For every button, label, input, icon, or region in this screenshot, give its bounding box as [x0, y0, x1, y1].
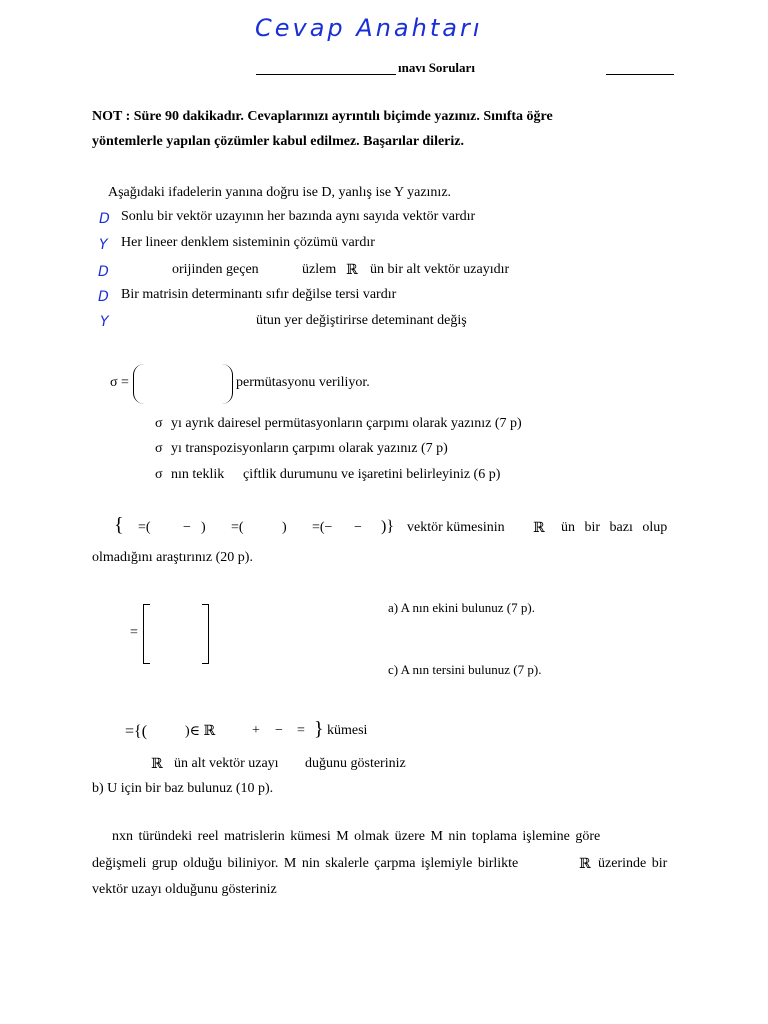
permutation-given: permütasyonu veriliyor.: [236, 375, 370, 390]
q3-vector-2: =(: [231, 520, 244, 535]
q1-statement-3b: üzlem: [302, 262, 337, 277]
permutation-left-paren: [133, 364, 144, 404]
permutation-right-paren: [222, 364, 233, 404]
q5-kumesi: kümesi: [327, 723, 368, 738]
q5-minus: −: [275, 723, 283, 738]
q1-statement-4: Bir matrisin determinantı sıfır değilse tersi vardır: [121, 287, 397, 302]
q2-part-3a: nın teklik: [171, 467, 225, 482]
q1-answer-5: Y: [100, 314, 109, 330]
q6-line-2: değişmeli grup olduğu biliniyor. M nin skalerle çarpma işlemiyle birlikte: [92, 856, 519, 871]
matrix-right-bracket: [202, 604, 209, 664]
q1-statement-5: ütun yer değiştirirse deteminant değiş: [256, 313, 467, 328]
q6-line-2b: üzerinde bir: [598, 856, 668, 871]
q1-answer-1: D: [99, 211, 110, 227]
q3-vector-3: =(−: [312, 520, 333, 535]
q3-text-a: vektör kümesinin: [407, 520, 505, 535]
q3-vector-2-close: ): [282, 520, 287, 535]
matrix-left-bracket: [143, 604, 150, 664]
q2-sigma-2: σ: [155, 441, 163, 456]
q3-vector-3-close: )}: [381, 518, 395, 535]
q3-open-brace: {: [114, 514, 124, 536]
q3-line-2: olmadığını araştırınız (20 p).: [92, 550, 253, 565]
q6-line-1: nxn türündeki reel matrislerin kümesi M olmak üzere M nin toplama işlemine göre: [112, 829, 601, 844]
q2-sigma-3: σ: [155, 467, 163, 482]
q4-part-c: c) A nın tersini bulunuz (7 p).: [388, 662, 542, 677]
q1-statement-2: Her lineer denklem sisteminin çözümü vardır: [121, 235, 375, 250]
q1-statement-1: Sonlu bir vektör uzayının her bazında aynı sayıda vektör vardır: [121, 209, 476, 224]
q4-part-a: a) A nın ekini bulunuz (7 p).: [388, 600, 535, 615]
q5-real-symbol: ℝ: [151, 757, 163, 772]
note-line-2: yöntemlerle yapılan çözümler kabul edilmez. Başarılar dileriz.: [92, 134, 464, 149]
q1-answer-3: D: [98, 264, 109, 280]
title-underline-left: [256, 74, 396, 75]
sigma-equals: σ =: [110, 375, 129, 390]
q5-subspace-a: ün alt vektör uzayı: [174, 756, 279, 771]
handwritten-answer-key-title: Cevap Anahtarı: [255, 14, 483, 42]
note-line-1: NOT : Süre 90 dakikadır. Cevaplarınızı ayrıntılı biçimde yazınız. Sınıfta öğre: [92, 109, 553, 124]
q1-statement-3c: ün bir alt vektör uzayıdır: [370, 262, 510, 277]
q5-set-mid: )∈ ℝ: [185, 724, 216, 739]
q3-text-b: ün bir bazı olup: [561, 520, 668, 535]
title-underline-right: [606, 74, 674, 75]
q2-sigma-1: σ: [155, 416, 163, 431]
q2-part-1: yı ayrık dairesel permütasyonların çarpımı olarak yazınız (7 p): [171, 416, 522, 431]
q6-line-3: vektör uzayı olduğunu gösteriniz: [92, 882, 277, 897]
q3-vector-1-close: ): [201, 520, 206, 535]
q2-part-3b: çiftlik durumunu ve işaretini belirleyiniz (6 p): [243, 467, 501, 482]
q5-part-b: b) U için bir baz bulunuz (10 p).: [92, 781, 274, 796]
q2-part-2: yı transpozisyonların çarpımı olarak yazınız (7 p): [171, 441, 448, 456]
q3-vector-1-minus: −: [183, 520, 191, 535]
q1-intro: Aşağıdaki ifadelerin yanına doğru ise D, yanlış ise Y yazınız.: [108, 185, 452, 200]
q5-subspace-b: duğunu gösteriniz: [305, 756, 406, 771]
exam-title: ınavı Soruları: [398, 60, 475, 75]
q6-real-symbol: ℝ: [579, 857, 591, 872]
q5-close-brace: }: [314, 718, 324, 740]
q1-answer-2: Y: [99, 237, 108, 253]
q3-real-symbol: ℝ: [533, 521, 545, 536]
q3-vector-1: =(: [138, 520, 151, 535]
real-numbers-symbol: ℝ: [346, 263, 358, 278]
q5-set-start: ={(: [125, 723, 148, 740]
q1-statement-3a: orijinden geçen: [172, 262, 259, 277]
q3-vector-3-minus: −: [354, 520, 362, 535]
q5-plus: +: [252, 723, 260, 738]
q5-equals: =: [297, 723, 305, 738]
q1-answer-4: D: [98, 289, 109, 305]
matrix-a-equals: =: [130, 625, 138, 640]
